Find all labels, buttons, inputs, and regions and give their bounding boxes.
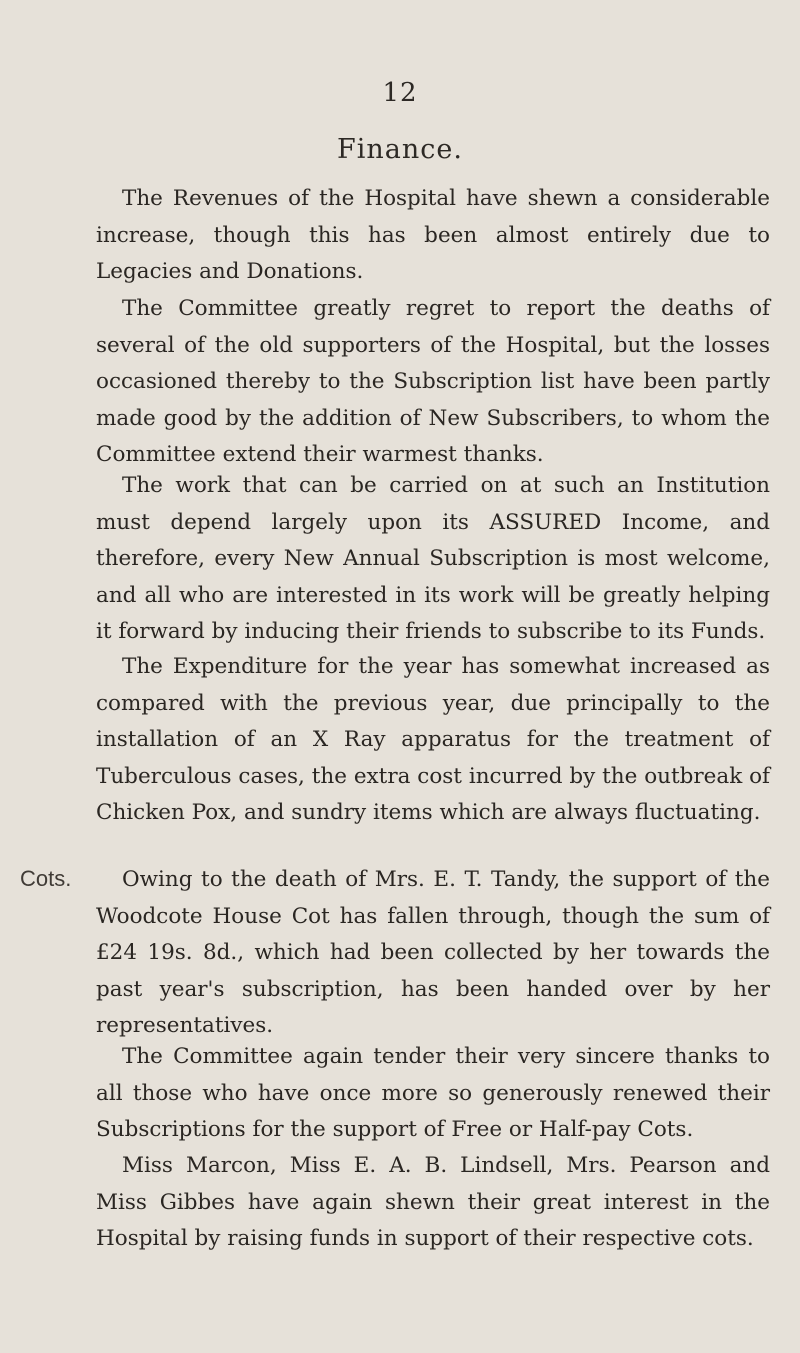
paragraph-revenues: The Revenues of the Hospital have shewn a considerable increase, though this has been almost entirely due to Legacies and Donations.	[96, 186, 770, 284]
page-number: 12	[382, 78, 418, 108]
paragraph-committee-regret: The Committee greatly regret to report the deaths of several of the old supporters of the Hospital, but the losses occasioned thereby to the Subscription list have been partly made good by the addition of New Subscribers, to whom the Committee extend their warmest thanks.	[96, 296, 770, 467]
paragraph-assured-income: The work that can be carried on at such an Institution must depend largely upon its ASSURED Income, and therefore, every New Annual Subscription is most welcome, and all who are interested in its work will be greatly helping it forward by inducing their friends to subscribe to its Funds.	[96, 473, 770, 644]
paragraph-expenditure: The Expenditure for the year has somewhat increased as compared with the previous year, due principally to the installation of an X Ray apparatus for the treatment of Tuberculous cases, the extra cost incurred by the outbreak of Chicken Pox, and sundry items which are always fluctuating.	[96, 654, 770, 825]
paragraph-committee-thanks: The Committee again tender their very sincere thanks to all those who have once more so generously renewed their Subscriptions for the support of Free or Half-pay Cots.	[96, 1044, 770, 1142]
paragraph-woodcote-cot: Owing to the death of Mrs. E. T. Tandy, the support of the Woodcote House Cot has fallen through, though the sum of £24 19s. 8d., which had been collected by her towards the past year's subscription, has been handed over by her representatives.	[96, 867, 770, 1038]
paragraph-supporters: Miss Marcon, Miss E. A. B. Lindsell, Mrs. Pearson and Miss Gibbes have again shewn their great interest in the Hospital by raising funds in support of their respective cots.	[96, 1153, 770, 1251]
section-heading: Finance.	[337, 134, 463, 165]
margin-note-cots: Cots.	[20, 866, 72, 891]
